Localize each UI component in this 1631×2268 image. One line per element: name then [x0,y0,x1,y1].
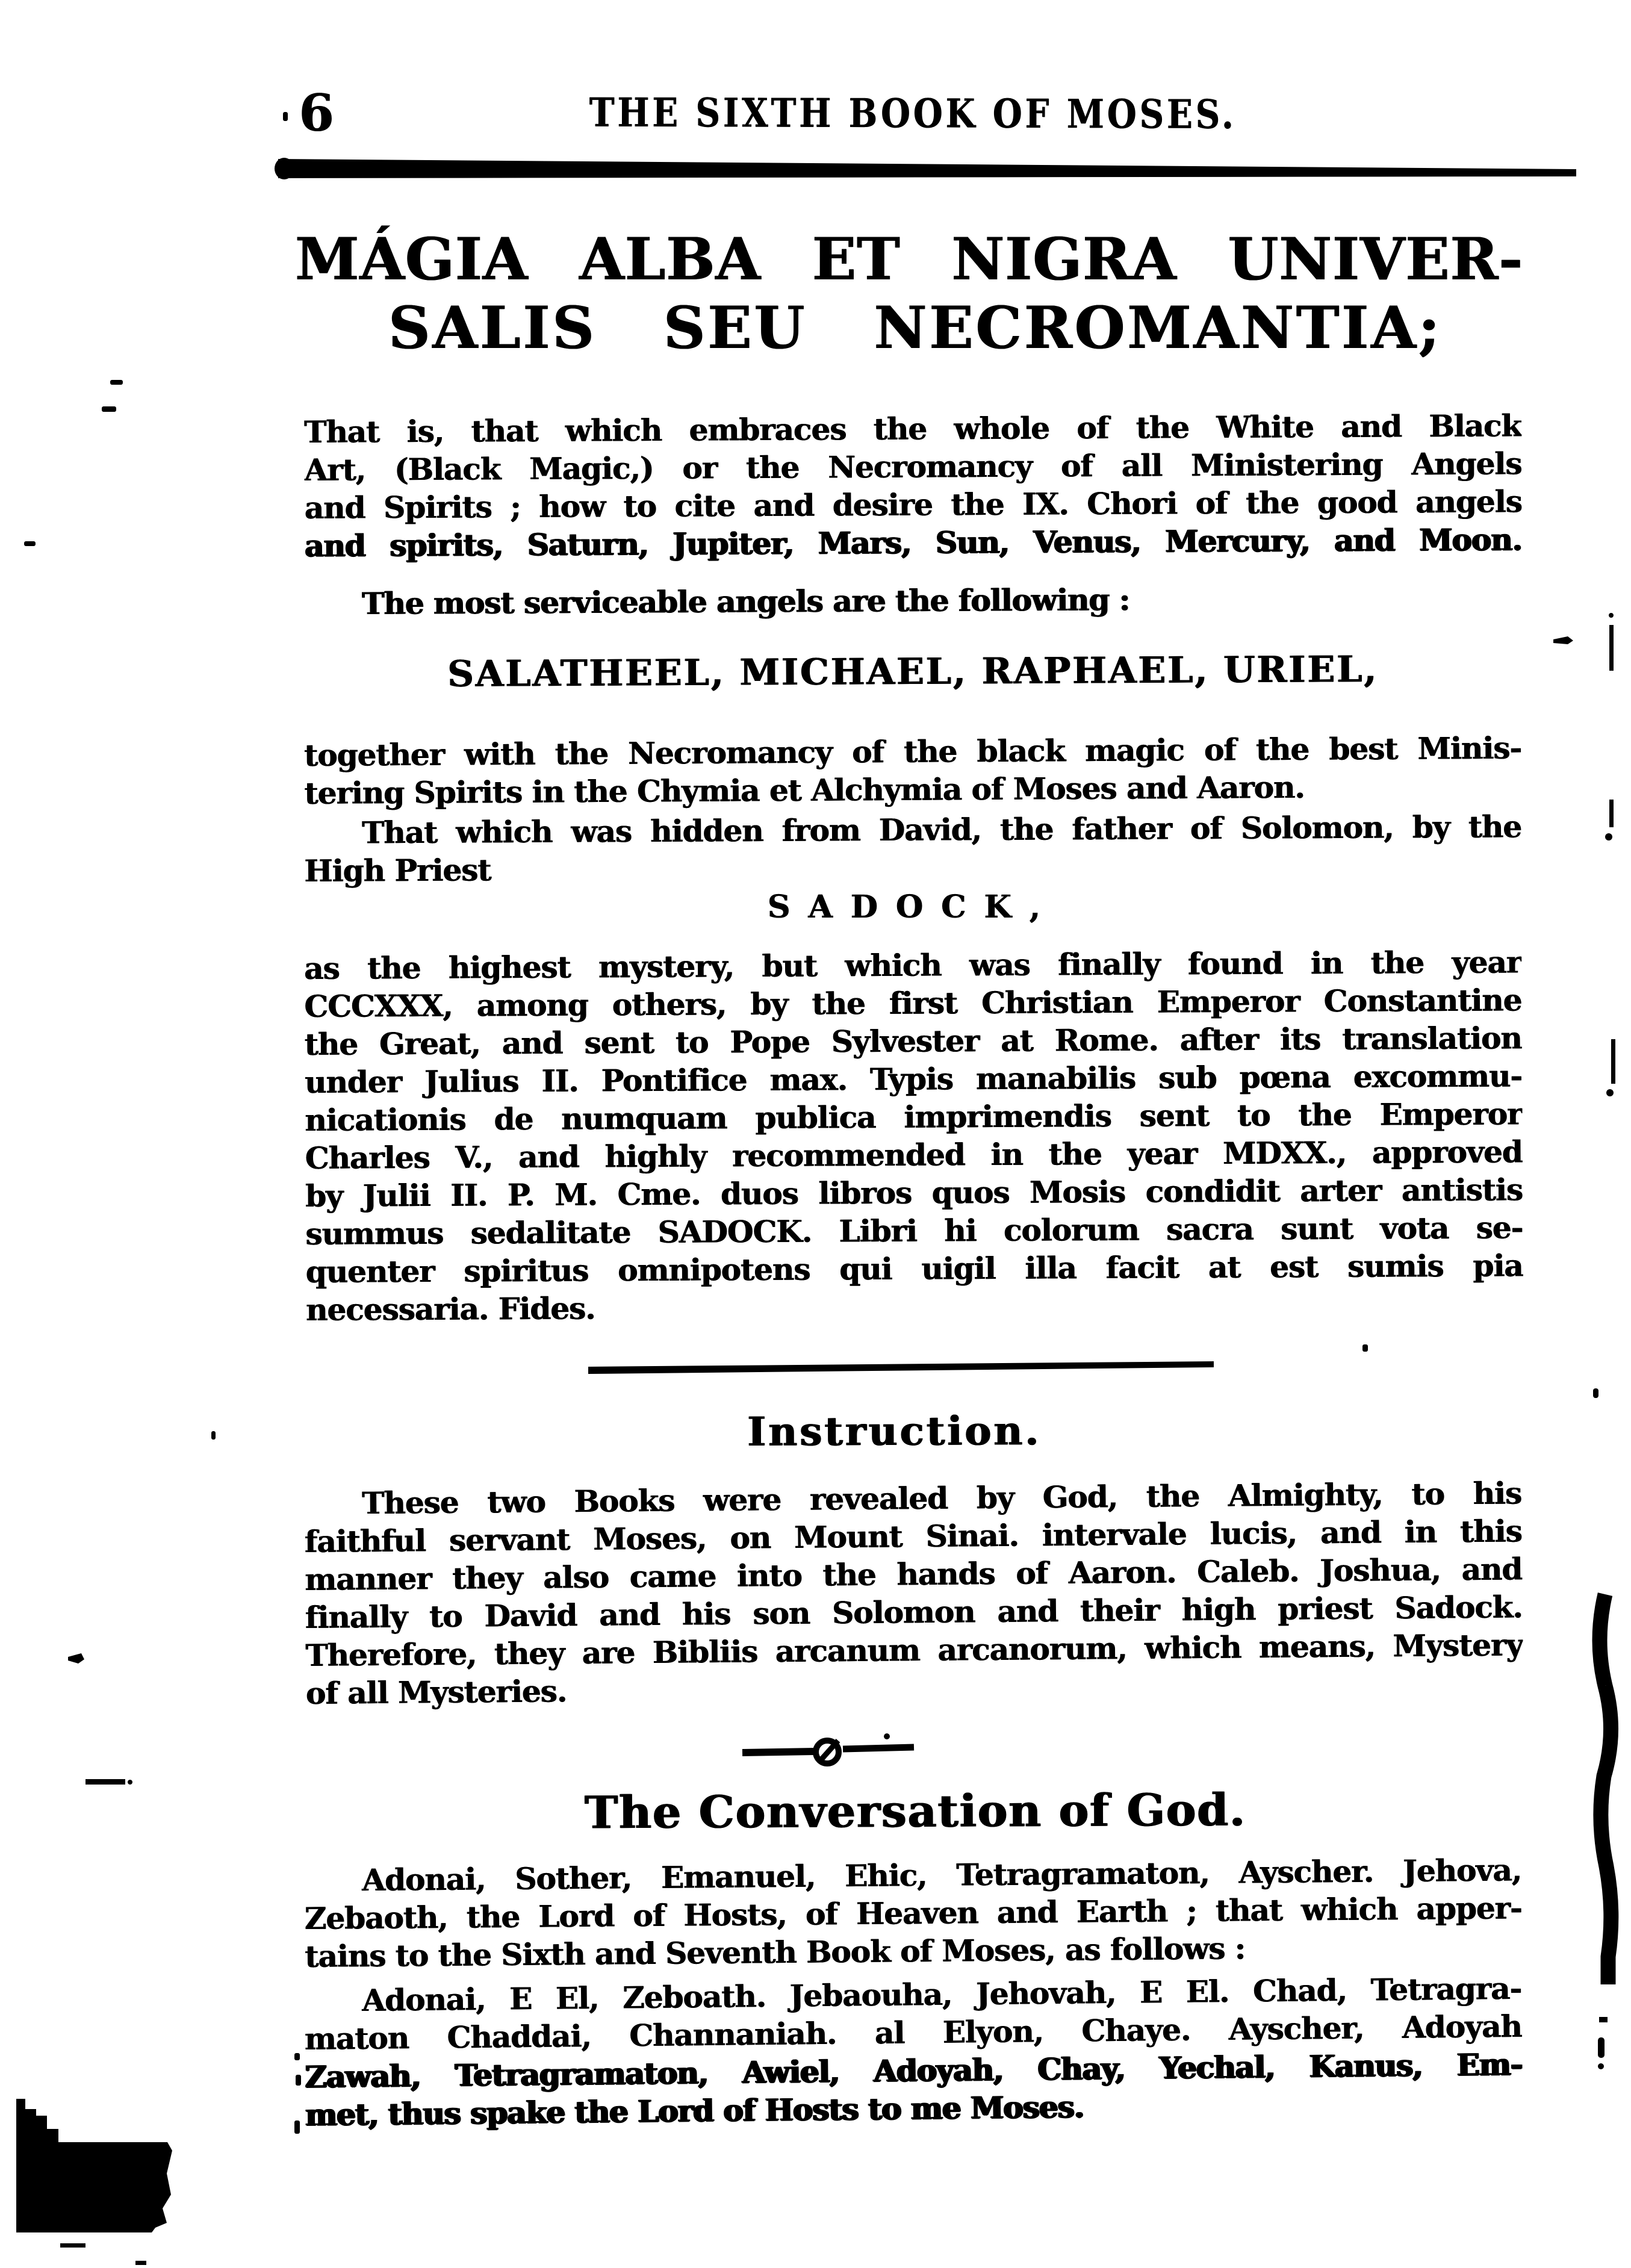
divider-ornament-icon [742,1733,914,1763]
text-line: Therefore, they are Bibliis arcanum arcanorum, which means, Mystery [305,1627,1523,1673]
chapter-title-line-1: MÁGIA ALBA ET NIGRA UNIVER- [295,225,1523,293]
text-line: and Spirits ; how to cite and desire the IX. Chori of the good angels [304,483,1522,526]
header-rule [275,158,1576,179]
text-line: High Priest [304,852,491,889]
text-line: Zebaoth, the Lord of Hosts, of Heaven and Earth ; that which apper- [304,1890,1523,1936]
text-line: finally to David and his son Solomon and their high priest Sadock. [305,1589,1523,1635]
instruction-heading: Instruction. [747,1407,1042,1455]
text-line: under Julius II. Pontifice max. Typis manabilis sub pœna excommu- [305,1058,1523,1100]
text-line: Art, (Black Magic,) or the Necromancy of all Ministering Angels [304,446,1522,488]
text-line: quenter spiritus omnipotens qui uigil illa facit at est sumis pia [305,1247,1523,1290]
text-line: CCCXXX, among others, by the first Christian Emperor Constantine [304,982,1522,1024]
running-header: THE SIXTH BOOK OF MOSES. [589,89,1237,138]
ink-blot [16,2099,172,2265]
page-number: 6 [299,83,334,143]
left-margin-ink-marks [24,112,301,2134]
text-line: faithful servant Moses, on Mount Sinai. intervale lucis, and in this [304,1513,1523,1559]
angel-names-line: SALATHEEL, MICHAEL, RAPHAEL, URIEL, [447,648,1379,696]
text-line: summus sedalitate SADOCK. Libri hi colorum sacra sunt vota se- [305,1210,1523,1252]
text-line: met, thus spake the Lord of Hosts to me Moses. [305,2089,1084,2133]
text-line: Adonai, Sother, Emanuel, Ehic, Tetragramaton, Ayscher. Jehova, [362,1852,1522,1898]
chapter-title-line-2: SALIS SEU NECROMANTIA; [388,294,1442,362]
conversation-paragraph-1 [304,1851,1523,1975]
text-line: and spirits, Saturn, Jupiter, Mars, Sun, Venus, Mercury, and Moon. [305,521,1523,564]
text-line: the Great, and sent to Pope Sylvester at Rome. after its translation [304,1020,1522,1062]
section-rule [588,1361,1214,1374]
text-line: by Julii II. P. M. Cme. duos libros quos Mosis condidit arter antistis [305,1172,1523,1214]
text-line: That which was hidden from David, the father of Solomon, by the [362,809,1522,851]
hidden-from-david-paragraph [304,807,1522,890]
intro-paragraph [304,406,1522,565]
instruction-paragraph [304,1474,1523,1712]
conversation-paragraph-2 [304,1969,1523,2134]
text-line: That is, that which embraces the whole of the White and Black [304,408,1522,450]
text-line: tering Spirits in the Chymia et Alchymia of Moses and Aaron. [304,769,1305,811]
highest-mystery-paragraph [304,943,1523,1329]
text-line: as the highest mystery, but which was finally found in the year [304,944,1522,986]
serviceable-angels-note: The most serviceable angels are the following : [362,582,1130,621]
text-line: Zawah, Tetragramaton, Awiel, Adoyah, Chay, Yechal, Kanus, Em- [305,2046,1523,2095]
text-line: maton Chaddai, Channaniah. al Elyon, Chaye. Ayscher, Adoyah [304,2008,1523,2057]
text-line: necessaria. Fides. [305,1290,595,1328]
together-paragraph [304,729,1522,812]
text-line: manner they also came into the hands of Aaron. Caleb. Joshua, and [305,1551,1523,1597]
conversation-heading: The Conversation of God. [584,1784,1246,1839]
text-line: Charles V., and highly recommended in the year MDXX., approved [305,1134,1523,1176]
right-margin-ink-marks [1553,613,1615,2069]
text-line: nicationis de numquam publica imprimendis sent to the Emperor [305,1096,1523,1138]
sadock-word: SADOCK, [767,889,1058,925]
text-line: Adonai, E El, Zeboath. Jebaouha, Jehovah, E El. Chad, Tetragra- [362,1970,1522,2018]
text-line: together with the Necromancy of the black magic of the best Minis- [304,730,1522,773]
text-line: tains to the Sixth and Seventh Book of Moses, as follows : [305,1930,1246,1974]
text-line: These two Books were revealed by God, the Almighty, to his [362,1475,1522,1521]
stray-ink-speck [1362,1344,1368,1352]
text-line: of all Mysteries. [305,1673,567,1711]
